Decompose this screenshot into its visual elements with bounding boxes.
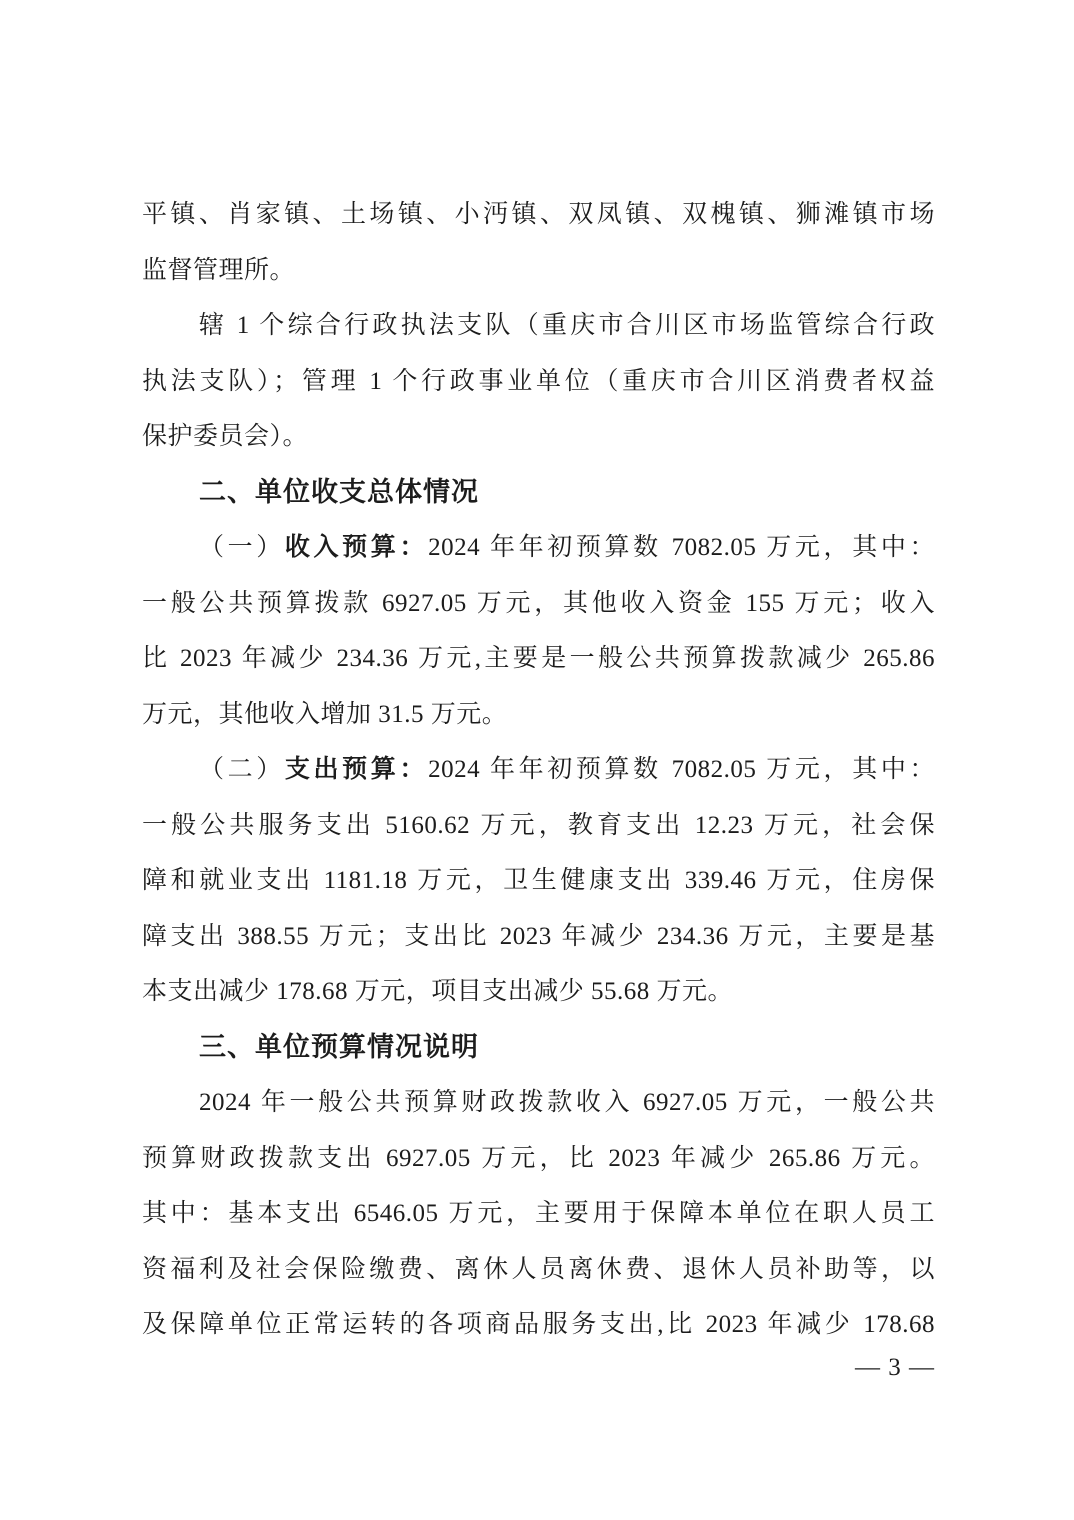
- body-line: 监督管理所。: [142, 256, 296, 284]
- body-line: 资福利及社会保险缴费、离休人员离休费、退休人员补助等，以: [142, 1255, 935, 1283]
- body-text: 2024 年年初预算数 7082.05 万元，其中：: [428, 534, 935, 561]
- section-heading-budget-explanation: 三、单位预算情况说明: [199, 1031, 479, 1062]
- body-line: 及保障单位正常运转的各项商品服务支出,比 2023 年减少 178.68: [142, 1311, 935, 1338]
- page-number: — 3 —: [855, 1354, 935, 1381]
- paragraph-label-expense-budget: 支出预算：: [284, 756, 429, 783]
- body-line: 比 2023 年减少 234.36 万元,主要是一般公共预算拨款减少 265.86: [142, 645, 935, 672]
- body-line: 其中：基本支出 6546.05 万元，主要用于保障本单位在职人员工: [142, 1200, 935, 1227]
- body-line: 万元，其他收入增加 31.5 万元。: [142, 700, 508, 728]
- body-line: 障和就业支出 1181.18 万元，卫生健康支出 339.46 万元，住房保: [142, 867, 935, 894]
- list-marker: （二）: [199, 756, 285, 783]
- section-heading-income-expense-overview: 二、单位收支总体情况: [199, 476, 479, 507]
- body-line: 保护委员会）。: [142, 423, 309, 450]
- body-line: 平镇、肖家镇、土场镇、小沔镇、双凤镇、双槐镇、狮滩镇市场: [142, 201, 935, 228]
- body-line: 2024 年一般公共预算财政拨款收入 6927.05 万元，一般公共: [199, 1089, 935, 1116]
- body-line: 一般公共服务支出 5160.62 万元，教育支出 12.23 万元，社会保: [142, 811, 935, 839]
- body-line: [142, 742, 935, 798]
- paragraph-label-income-budget: 收入预算：: [284, 534, 429, 561]
- document-text-block: [142, 187, 935, 1353]
- body-line: 辖 1 个综合行政执法支队（重庆市合川区市场监管综合行政: [199, 312, 935, 339]
- body-line: 预算财政拨款支出 6927.05 万元，比 2023 年减少 265.86 万元。: [142, 1144, 935, 1172]
- body-line: 本支出减少 178.68 万元，项目支出减少 55.68 万元。: [142, 978, 734, 1005]
- body-line: 执法支队）；管理 1 个行政事业单位（重庆市合川区消费者权益: [142, 367, 935, 395]
- body-line: [142, 520, 935, 576]
- body-text: 2024 年年初预算数 7082.05 万元，其中：: [428, 756, 935, 783]
- list-marker: （一）: [199, 534, 285, 561]
- body-line: 障支出 388.55 万元；支出比 2023 年减少 234.36 万元，主要是基: [142, 922, 935, 950]
- body-line: 一般公共预算拨款 6927.05 万元，其他收入资金 155 万元；收入: [142, 589, 935, 617]
